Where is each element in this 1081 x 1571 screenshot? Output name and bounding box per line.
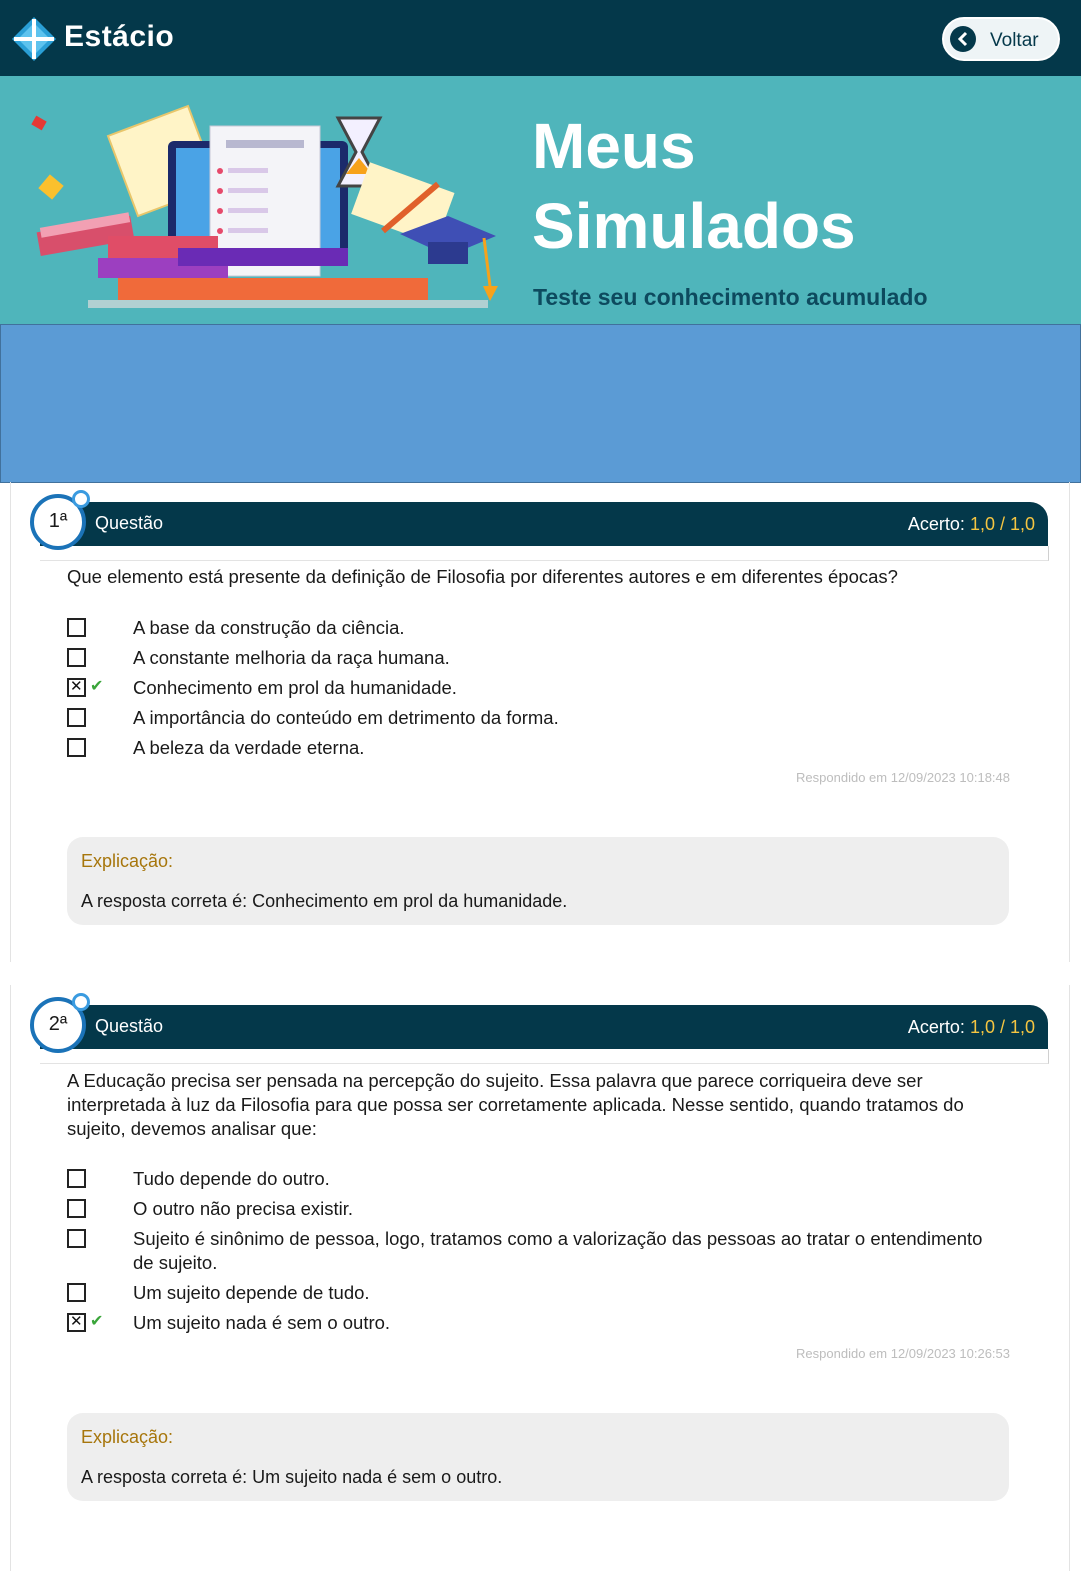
question-card <box>10 482 1068 962</box>
option-text: Um sujeito depende de tudo. <box>133 1282 370 1303</box>
explanation-text: A resposta correta é: Um sujeito nada é sem o outro. <box>81 1467 503 1487</box>
option-text: Conhecimento em prol da humanidade. <box>133 677 457 698</box>
checkbox-checked-icon[interactable] <box>67 1313 86 1332</box>
answer-option[interactable] <box>67 676 1007 706</box>
answer-option[interactable] <box>67 1197 1007 1227</box>
score-label: Acerto: <box>907 514 965 534</box>
question-card <box>10 985 1068 1571</box>
header-underline <box>40 546 1049 561</box>
answer-option[interactable] <box>67 1281 1007 1311</box>
question-text: A Educação precisa ser pensada na percepção do sujeito. Essa palavra que parece corriqueira deve ser interpretada à luz da Filosofia para que possa ser corretamente aplicada. Nesse sentido, quando tratamos do sujeito, devemos analisar que: <box>67 1070 964 1139</box>
answer-option[interactable] <box>67 646 1007 676</box>
question-header <box>40 502 1048 546</box>
question-text: Que elemento está presente da definição de Filosofia por diferentes autores e em diferentes épocas? <box>67 566 898 587</box>
question-score <box>908 514 1035 535</box>
question-number-badge <box>30 494 86 550</box>
top-bar <box>0 0 1081 76</box>
explanation-box <box>67 1413 1009 1501</box>
score-value: 1,0 / 1,0 <box>969 1017 1035 1037</box>
option-text: O outro não precisa existir. <box>133 1198 354 1219</box>
option-text: A constante melhoria da raça humana. <box>133 647 450 668</box>
option-text: A importância do conteúdo em detrimento da forma. <box>133 707 559 728</box>
answer-option[interactable] <box>67 616 1007 646</box>
option-text: Tudo depende do outro. <box>133 1168 330 1189</box>
question-label: Questão <box>95 1016 164 1036</box>
badge-dot-icon <box>72 490 90 508</box>
checkbox-icon[interactable] <box>67 1199 86 1218</box>
checkmark-icon: ✔ <box>90 1313 104 1330</box>
study-illustration <box>28 96 518 321</box>
explanation-box <box>67 837 1009 925</box>
checkbox-icon[interactable] <box>67 1229 86 1248</box>
explanation-title: Explicação: <box>81 1427 174 1447</box>
checkbox-icon[interactable] <box>67 648 86 667</box>
back-button[interactable] <box>942 17 1060 61</box>
answer-option[interactable] <box>67 706 1007 736</box>
answer-option[interactable] <box>67 1167 1007 1197</box>
back-button-label: Voltar <box>990 30 1039 51</box>
option-text: Sujeito é sinônimo de pessoa, logo, tratamos como a valorização das pessoas ao tratar o entendimento de sujeito. <box>133 1228 983 1273</box>
hero-subtitle: Teste seu conhecimento acumulado <box>533 284 928 310</box>
question-number-badge <box>30 997 86 1053</box>
explanation-title: Explicação: <box>81 851 174 871</box>
checkbox-checked-icon[interactable] <box>67 678 86 697</box>
hero-title <box>532 106 856 266</box>
checkmark-icon: ✔ <box>90 678 104 695</box>
score-value: 1,0 / 1,0 <box>969 514 1035 534</box>
answered-timestamp: Respondido em 12/09/2023 10:26:53 <box>796 1346 1010 1361</box>
question-number: 1ª <box>48 510 68 532</box>
checkbox-icon[interactable] <box>67 738 86 757</box>
hero-banner <box>0 76 1081 324</box>
question-score <box>908 1017 1035 1038</box>
hero-title-line2: Simulados <box>532 190 856 262</box>
answered-timestamp: Respondido em 12/09/2023 10:18:48 <box>796 770 1010 785</box>
option-text: Um sujeito nada é sem o outro. <box>133 1312 391 1333</box>
answer-option[interactable] <box>67 1227 1007 1281</box>
score-label: Acerto: <box>907 1017 965 1037</box>
hero-title-line1: Meus <box>532 110 696 182</box>
question-label: Questão <box>95 513 164 533</box>
explanation-text: A resposta correta é: Conhecimento em prol da humanidade. <box>81 891 568 911</box>
badge-dot-icon <box>72 993 90 1011</box>
checkbox-icon[interactable] <box>67 708 86 727</box>
checkbox-icon[interactable] <box>67 618 86 637</box>
option-text: A beleza da verdade eterna. <box>133 737 365 758</box>
option-text: A base da construção da ciência. <box>133 617 405 638</box>
question-header <box>40 1005 1048 1049</box>
redaction-block <box>0 324 1081 483</box>
brand-name: Estácio <box>64 20 175 53</box>
estacio-logo-icon <box>10 15 58 63</box>
checkbox-icon[interactable] <box>67 1283 86 1302</box>
answer-option[interactable] <box>67 1311 1007 1341</box>
question-number: 2ª <box>48 1013 68 1035</box>
answer-option[interactable] <box>67 736 1007 766</box>
back-arrow-icon <box>950 26 976 52</box>
checkbox-icon[interactable] <box>67 1169 86 1188</box>
header-underline <box>40 1049 1049 1064</box>
